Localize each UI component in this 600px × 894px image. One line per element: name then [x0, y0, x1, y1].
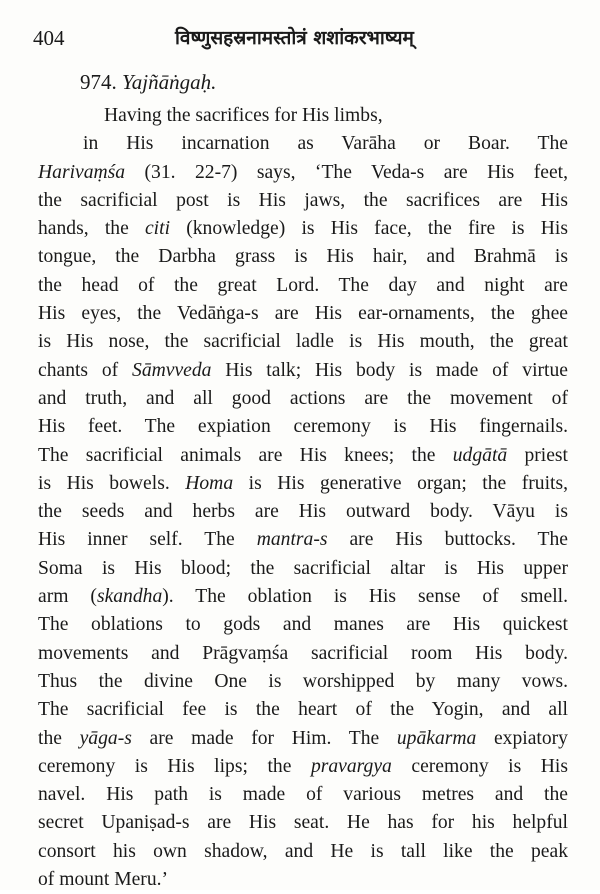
text-line [38, 555, 568, 583]
text-run: the head of the great Lord. The day and night are [38, 274, 568, 296]
text-run: The oblations to gods and manes are His quickest [38, 614, 568, 636]
text-line [38, 470, 568, 498]
italic-term: udgātā [452, 444, 508, 466]
text-run: chants of [38, 359, 133, 381]
text-run: are His buttocks. The [327, 529, 568, 551]
italic-term: upākarma [396, 727, 477, 749]
text-run: ceremony is His [391, 755, 569, 777]
text-line [38, 668, 568, 696]
entry-heading [80, 70, 216, 95]
text-run: His inner self. The [38, 529, 257, 551]
text-line [38, 838, 568, 866]
text-run: His eyes, the Vedāṅga-s are His ear-ornaments, the ghee [38, 303, 568, 325]
page-number: 404 [33, 26, 65, 50]
italic-term: skandha [96, 586, 163, 608]
text-run: expiatory [476, 727, 568, 749]
text-run: The sacrificial animals are His knees; the [38, 444, 453, 466]
italic-term: Homa [185, 472, 234, 494]
italic-term: mantra-s [256, 529, 328, 551]
text-run: tongue, the Darbha grass is His hair, and Brahmā is [38, 246, 568, 268]
text-run: is His nose, the sacrificial ladle is His mouth, the great [38, 331, 568, 353]
text-line [38, 611, 568, 639]
italic-term: citi [144, 218, 171, 240]
text-run: His feet. The expiation ceremony is His fingernails. [38, 416, 568, 438]
entry-number: 974. [80, 70, 117, 94]
italic-term: pravargya [310, 755, 392, 777]
text-run: is His generative organ; the fruits, [233, 472, 568, 494]
text-run: consort his own shadow, and He is tall like the peak [38, 840, 568, 862]
text-run: arm ( [38, 586, 97, 608]
text-run: The sacrificial fee is the heart of the Yogin, and all [38, 699, 568, 721]
text-run: and truth, and all good actions are the movement of [38, 387, 568, 409]
text-run: (knowledge) is His face, the fire is His [170, 218, 568, 240]
commentary-text [38, 102, 568, 894]
text-run: secret Upaniṣad-s are His seat. He has for his helpful [38, 812, 568, 834]
text-run: of mount Meru.’ [38, 869, 169, 891]
text-run: (31. 22-7) says, ‘The Veda-s are His feet, [125, 161, 568, 183]
text-line [38, 159, 568, 187]
entry-name: Yajñāṅgaḥ. [122, 70, 217, 94]
text-line [38, 130, 568, 158]
italic-term: yāga-s [79, 727, 132, 749]
text-line [38, 300, 568, 328]
text-run: the seeds and herbs are His outward body. Vāyu is [38, 501, 568, 523]
text-line [38, 328, 568, 356]
text-run: Thus the divine One is worshipped by many vows. [38, 670, 568, 692]
text-run: ceremony is His lips; the [38, 755, 311, 777]
text-run: His talk; His body is made of virtue [211, 359, 568, 381]
text-run: ). The oblation is His sense of smell. [162, 586, 568, 608]
text-run: the [38, 727, 80, 749]
italic-term: Sāmvveda [132, 359, 212, 381]
running-title: विष्णुसहस्रनामस्तोत्रं शशांकरभाष्यम् [175, 27, 414, 49]
text-line [38, 102, 568, 130]
text-run: navel. His path is made of various metres and the [38, 784, 568, 806]
text-run: Having the sacrifices for His limbs, [104, 105, 383, 126]
text-line [38, 640, 568, 668]
text-line [38, 498, 568, 526]
text-run: is His bowels. [38, 472, 186, 494]
text-line [38, 526, 568, 554]
italic-term: Harivaṃśa [38, 161, 126, 183]
text-run: priest [507, 444, 568, 466]
text-line [38, 442, 568, 470]
text-line [38, 725, 568, 753]
text-line [38, 357, 568, 385]
text-run: the sacrificial post is His jaws, the sacrifices are His [38, 189, 568, 211]
text-line [38, 781, 568, 809]
text-run: in His incarnation as Varāha or Boar. The [83, 133, 568, 155]
text-run: movements and Prāgvaṃśa sacrificial room His body. [38, 642, 568, 664]
text-line [38, 696, 568, 724]
text-line [38, 809, 568, 837]
text-line [38, 583, 568, 611]
text-run: Soma is His blood; the sacrificial altar is His upper [38, 557, 568, 579]
text-line [38, 385, 568, 413]
text-line [38, 187, 568, 215]
text-run: hands, the [38, 218, 145, 240]
text-line [38, 413, 568, 441]
text-line [38, 215, 568, 243]
page-header [30, 26, 570, 56]
text-line [38, 753, 568, 781]
text-line [38, 243, 568, 271]
text-line [38, 272, 568, 300]
text-run: are made for Him. The [131, 727, 397, 749]
